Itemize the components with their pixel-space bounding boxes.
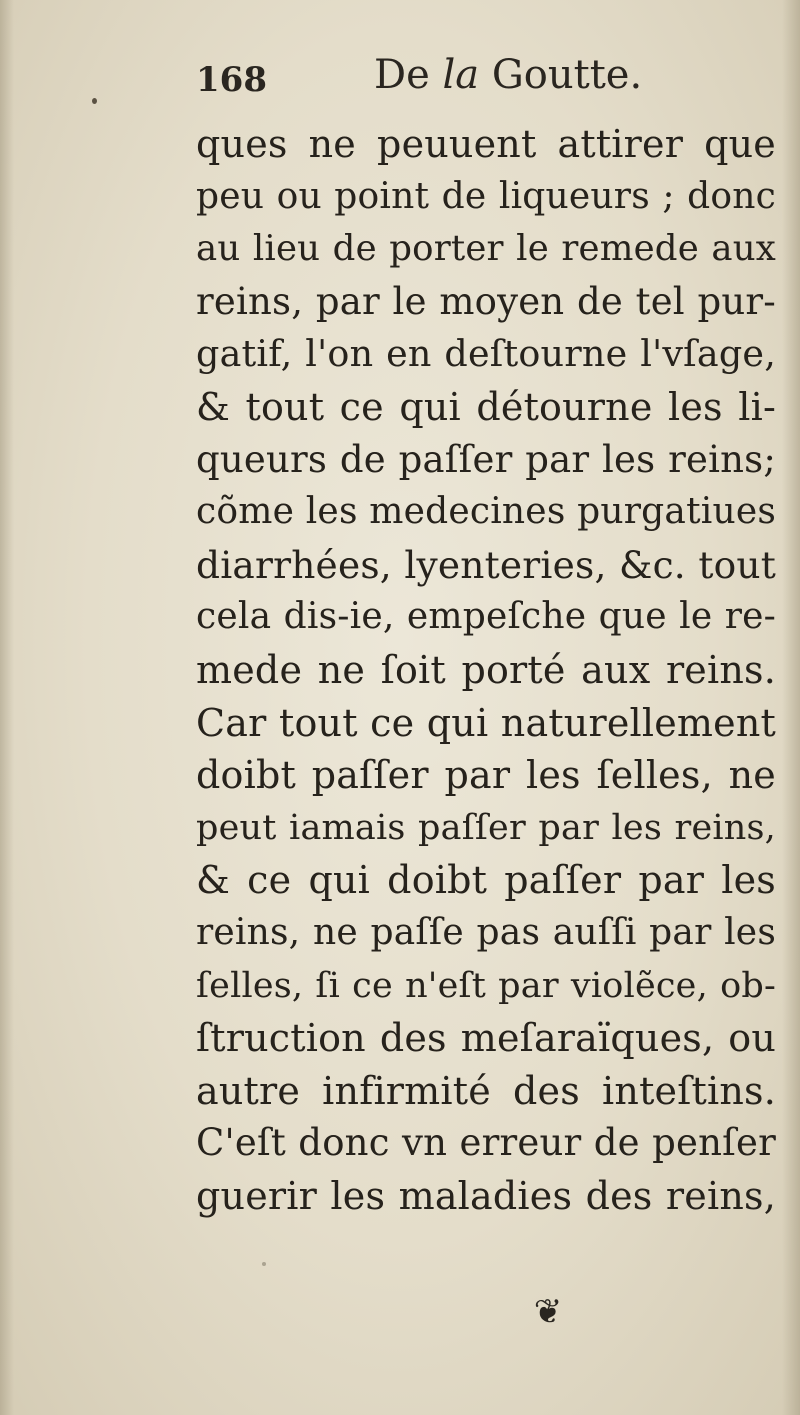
text-line: autre infirmité des inteſtins. bbox=[196, 1068, 776, 1113]
text-line: mede ne ſoit porté aux reins. bbox=[196, 647, 776, 692]
text-line: peu ou point de liqueurs ; donc bbox=[196, 175, 776, 217]
text-line: doibt paſſer par les ſelles, ne bbox=[196, 753, 776, 798]
text-line: reins, par le moyen de tel pur- bbox=[196, 279, 776, 323]
text-line: reins, ne paſſe pas auſſi par les bbox=[196, 911, 776, 953]
running-head-italic: la bbox=[442, 52, 480, 98]
text-line: cõme les medecines purgatiues bbox=[196, 491, 777, 533]
running-head-prefix: De bbox=[374, 52, 443, 98]
page-right-shadow bbox=[782, 0, 800, 1415]
ink-speck bbox=[92, 98, 97, 104]
text-line: ſtruction des meſaraïques, ou bbox=[196, 1016, 776, 1061]
body-text bbox=[196, 118, 776, 1222]
text-line: ſelles, ſi ce n'eſt par violẽce, ob- bbox=[196, 965, 776, 1006]
fleuron-ornament-icon: ❦ bbox=[533, 1292, 563, 1332]
page-header bbox=[196, 52, 756, 104]
text-line: & ce qui doibt paſſer par les bbox=[196, 858, 776, 903]
text-line: Car tout ce qui naturellement bbox=[196, 700, 776, 745]
text-line: ques ne peuuent attirer que bbox=[196, 122, 776, 166]
text-line: queurs de paſſer par les reins; bbox=[196, 437, 776, 481]
text-line: gatif, l'on en deſtourne l'vſage, bbox=[196, 332, 776, 376]
text-line: guerir les maladies des reins, bbox=[196, 1173, 776, 1218]
running-head-suffix: Goutte. bbox=[479, 52, 643, 98]
text-line: au lieu de porter le remede aux bbox=[196, 228, 776, 270]
running-head bbox=[374, 52, 642, 98]
text-line: C'eſt donc vn erreur de penſer bbox=[196, 1121, 776, 1165]
text-line: & tout ce qui détourne les li- bbox=[196, 384, 776, 429]
text-line: peut iamais paſſer par les reins, bbox=[196, 807, 776, 848]
text-line: diarrhées, lyenteries, &c. tout bbox=[196, 542, 776, 587]
ink-speck bbox=[262, 1262, 266, 1266]
text-line: cela dis-ie, empeſche que le re- bbox=[196, 596, 776, 638]
page-number: 168 bbox=[196, 60, 267, 100]
page-left-shadow bbox=[0, 0, 14, 1415]
